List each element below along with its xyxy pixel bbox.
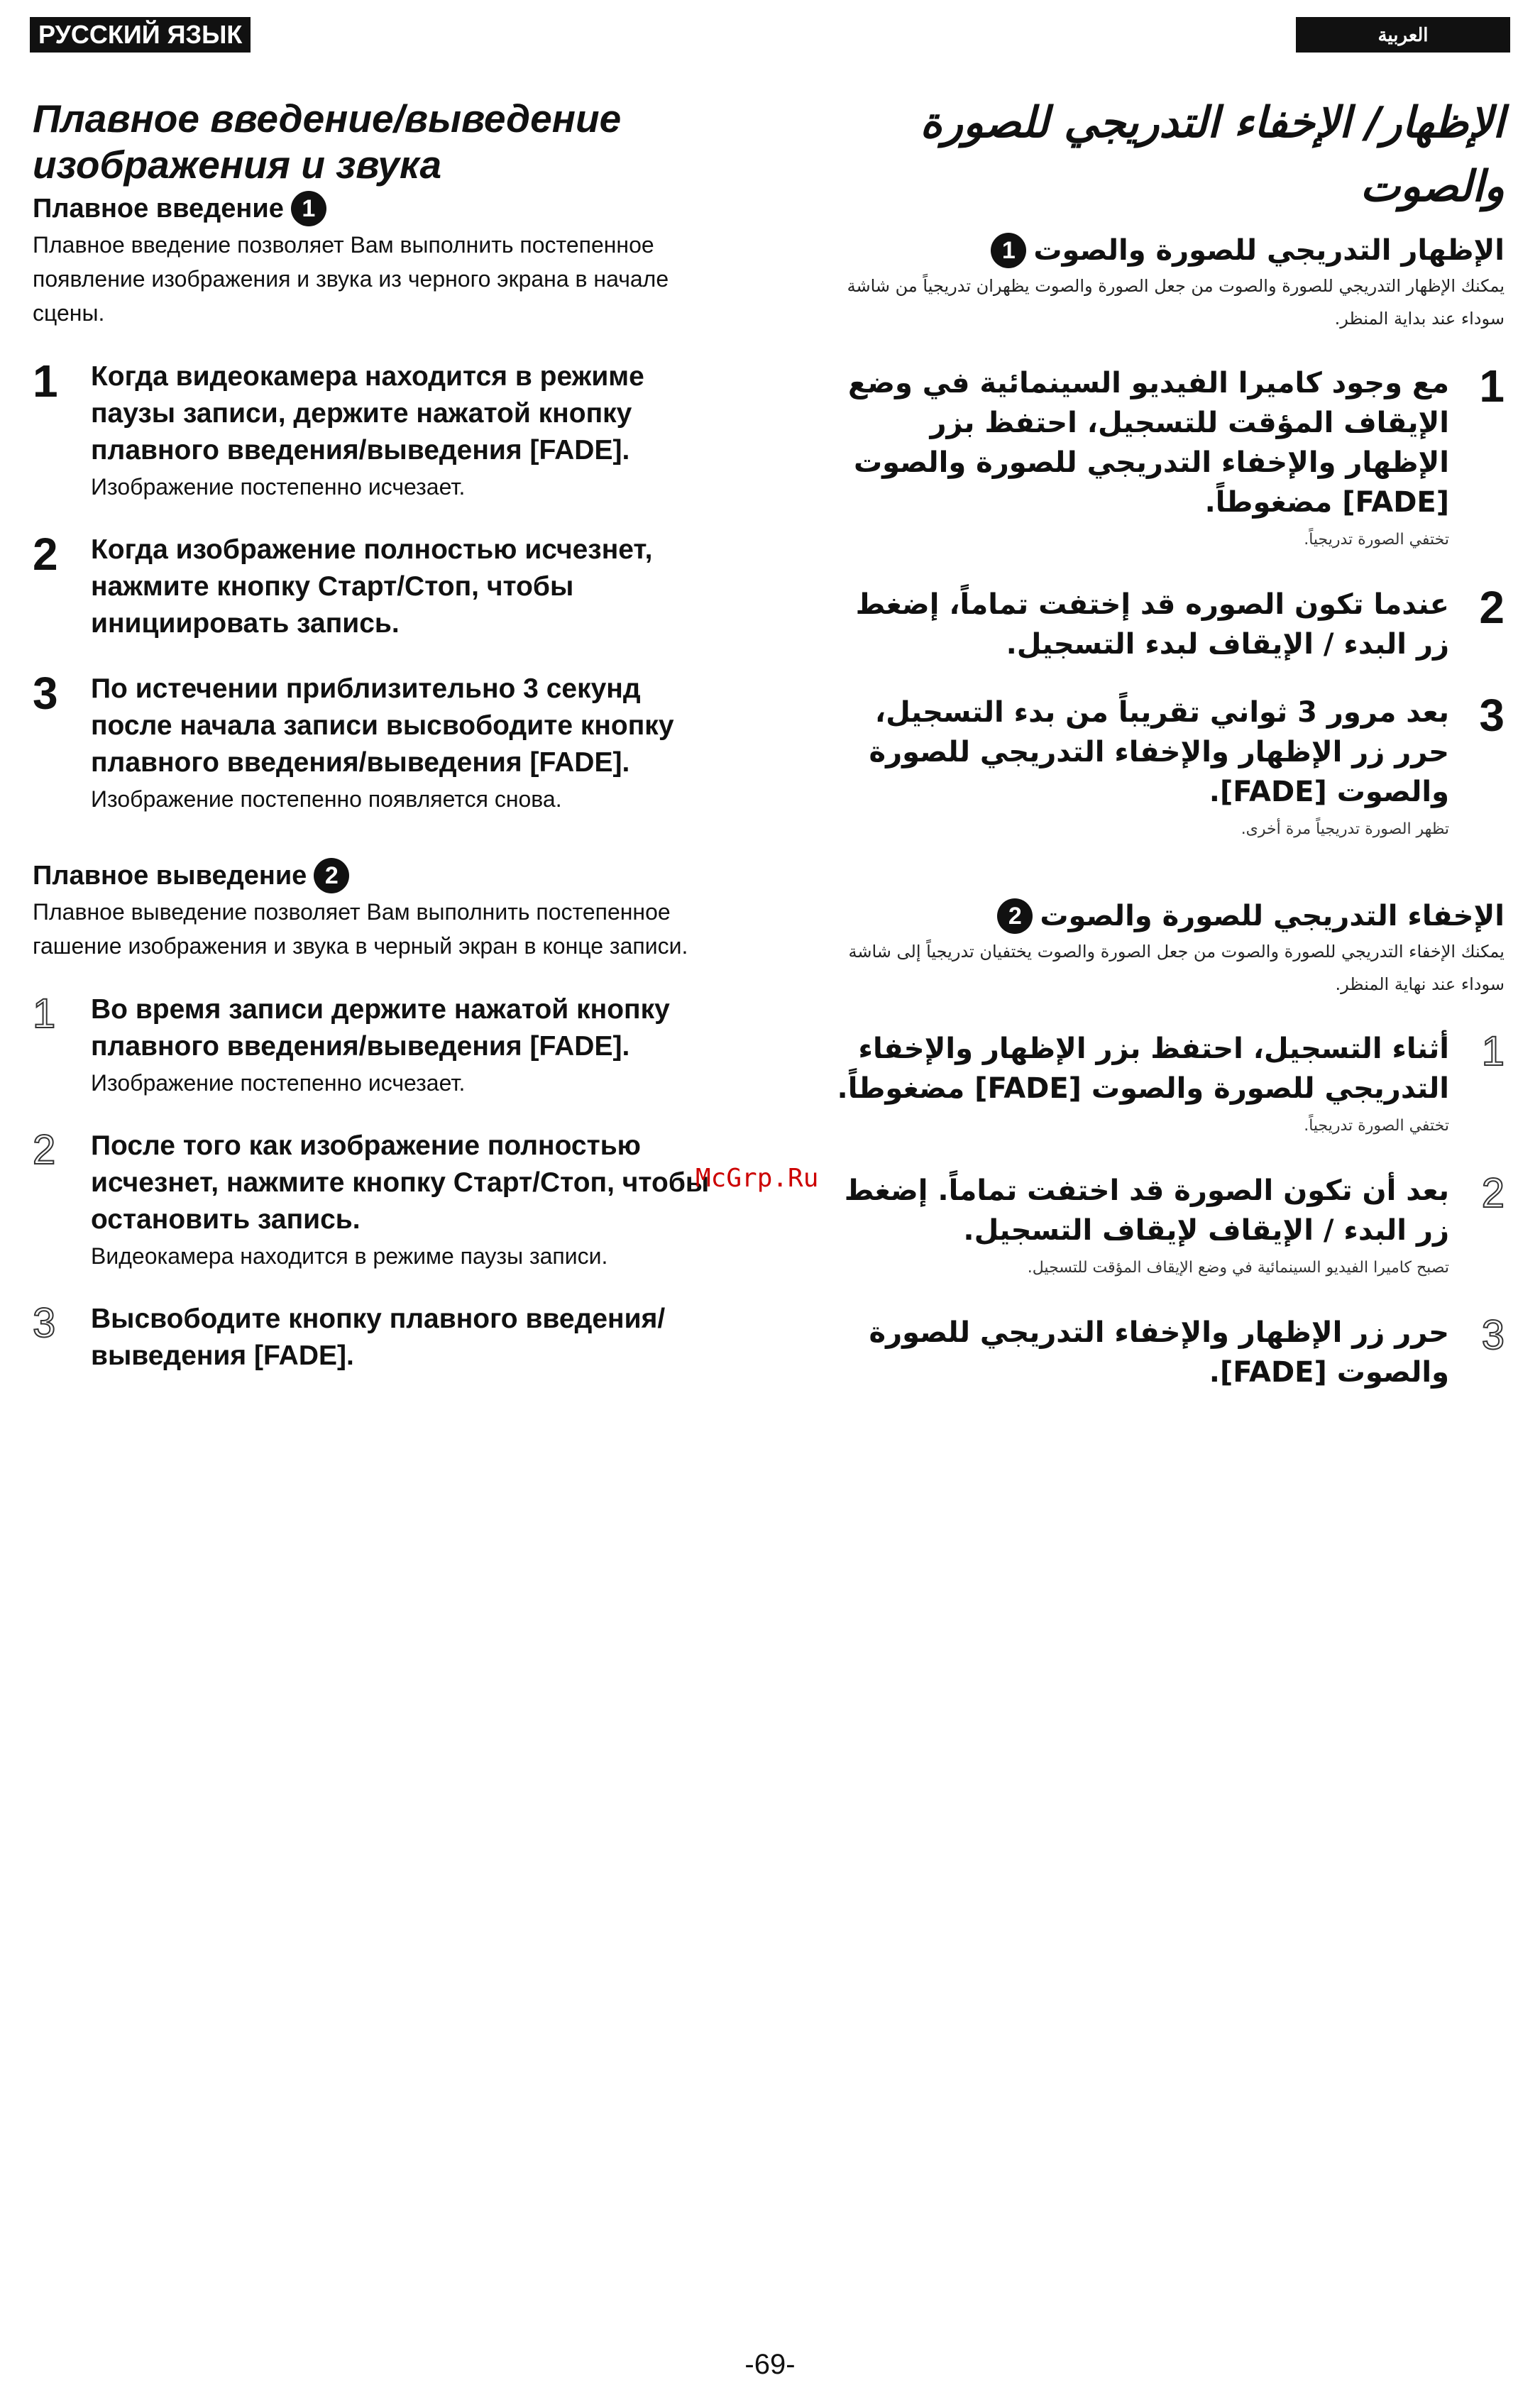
section-heading-label: الإخفاء التدريجي للصورة والصوت bbox=[1040, 900, 1505, 932]
step-instruction: Высвободите кнопку плавного введения/выведения [FADE]. bbox=[91, 1304, 666, 1371]
page-title-ar: الإظهار/ الإخفاء التدريجي للصورة والصوت bbox=[920, 98, 1505, 211]
step-number: 2 bbox=[1481, 1170, 1505, 1216]
step-item bbox=[33, 1301, 714, 1375]
step-instruction: بعد أن تكون الصورة قد اختفت تماماً. إضغط زر البدء / الإيقاف لإيقاف التسجيل. bbox=[844, 1174, 1449, 1247]
step-instruction: Во время записи держите нажатой кнопку плавного введения/выведения [FADE]. bbox=[91, 994, 670, 1062]
step-item bbox=[823, 1313, 1505, 1392]
section-heading-label: Плавное выведение bbox=[33, 861, 307, 891]
page-number: -69- bbox=[744, 2349, 796, 2380]
step-item bbox=[33, 991, 714, 1099]
arabic-column bbox=[823, 91, 1505, 1392]
section-intro: يمكنك الإظهار التدريجي للصورة والصوت من جعل الصورة والصوت يظهران تدريجياً من شاشة سوداء عند بداية المنظر. bbox=[847, 276, 1505, 329]
step-note: Изображение постепенно появляется снова. bbox=[91, 786, 562, 812]
step-item bbox=[823, 690, 1505, 846]
fade-in-section-ru bbox=[33, 191, 714, 815]
number-badge-icon: 1 bbox=[291, 191, 326, 226]
step-number: 3 bbox=[33, 668, 58, 719]
page-title-ru: Плавное введение/выведение изображения и звука bbox=[33, 97, 622, 187]
section-intro: يمكنك الإخفاء التدريجي للصورة والصوت من جعل الصورة والصوت يختفيان تدريجياً إلى شاشة سوداء عند نهاية المنظر. bbox=[848, 942, 1505, 994]
step-item bbox=[33, 358, 714, 503]
step-number: 1 bbox=[33, 356, 58, 407]
step-item bbox=[33, 1128, 714, 1272]
step-number: 2 bbox=[1479, 582, 1505, 633]
section-heading-label: الإظهار التدريجي للصورة والصوت bbox=[1033, 234, 1505, 267]
step-number: 3 bbox=[33, 1300, 56, 1346]
step-item bbox=[823, 1029, 1505, 1142]
step-instruction: بعد مرور 3 ثواني تقريباً من بدء التسجيل، حرر زر الإظهار والإخفاء التدريجي للصورة والصوت [FADE]. bbox=[869, 696, 1449, 808]
fade-in-section-ar bbox=[823, 233, 1505, 846]
step-number: 3 bbox=[1479, 690, 1505, 741]
step-instruction: حرر زر الإظهار والإخفاء التدريجي للصورة والصوت [FADE]. bbox=[869, 1316, 1449, 1389]
step-item bbox=[33, 529, 714, 642]
section-heading-label: Плавное введение bbox=[33, 194, 284, 224]
step-item bbox=[823, 582, 1505, 664]
step-note: تظهر الصورة تدريجياً مرة أخرى. bbox=[1241, 820, 1449, 838]
step-instruction: مع وجود كاميرا الفيديو السينمائية في وضع الإيقاف المؤقت للتسجيل، احتفظ بزر الإظهار والإخفاء التدريجي للصورة والصوت [FADE] مضغوطاً. bbox=[848, 367, 1449, 519]
step-instruction: Когда видеокамера находится в режиме паузы записи, держите нажатой кнопку плавного введения/выведения [FADE]. bbox=[91, 361, 644, 466]
number-badge-icon: 2 bbox=[997, 898, 1033, 934]
step-instruction: Когда изображение полностью исчезнет, нажмите кнопку Старт/Стоп, чтобы инициировать запись. bbox=[91, 534, 653, 639]
step-note: Изображение постепенно исчезает. bbox=[91, 1070, 466, 1096]
step-instruction: عندما تكون الصوره قد إختفت تماماً، إضغط زر البدء / الإيقاف لبدء التسجيل. bbox=[855, 588, 1449, 661]
step-number: 2 bbox=[33, 1127, 56, 1173]
step-number: 3 bbox=[1481, 1312, 1505, 1358]
watermark: McGrp.Ru bbox=[695, 1164, 819, 1193]
step-instruction: أثناء التسجيل، احتفظ بزر الإظهار والإخفاء التدريجي للصورة والصوت [FADE] مضغوطاً. bbox=[837, 1032, 1449, 1105]
step-item bbox=[823, 360, 1505, 556]
section-intro: Плавное выведение позволяет Вам выполнить постепенное гашение изображения и звука в черный экран в конце записи. bbox=[33, 899, 688, 959]
russian-column bbox=[33, 96, 714, 1375]
step-number: 1 bbox=[1481, 1028, 1505, 1074]
step-item bbox=[33, 668, 714, 815]
step-item bbox=[823, 1171, 1505, 1284]
number-badge-icon: 2 bbox=[314, 858, 349, 893]
step-number: 1 bbox=[1479, 360, 1505, 412]
number-badge-icon: 1 bbox=[991, 233, 1026, 268]
step-instruction: После того как изображение полностью исчезнет, нажмите кнопку Старт/Стоп, чтобы остановить запись. bbox=[91, 1130, 710, 1235]
step-number: 1 bbox=[33, 991, 56, 1037]
language-tag-russian: РУССКИЙ ЯЗЫК bbox=[30, 17, 251, 53]
step-note: تختفي الصورة تدريجياً. bbox=[1304, 1117, 1449, 1135]
section-heading bbox=[823, 233, 1505, 268]
step-note: Изображение постепенно исчезает. bbox=[91, 474, 466, 500]
language-tag-arabic: العربية bbox=[1296, 17, 1510, 53]
step-number: 2 bbox=[33, 529, 58, 580]
section-intro: Плавное введение позволяет Вам выполнить постепенное появление изображения и звука из черного экрана в начале сцены. bbox=[33, 232, 669, 326]
section-heading bbox=[823, 898, 1505, 934]
section-heading bbox=[33, 191, 714, 226]
step-note: تصبح كاميرا الفيديو السينمائية في وضع الإيقاف المؤقت للتسجيل. bbox=[1027, 1259, 1449, 1277]
step-note: Видеокамера находится в режиме паузы записи. bbox=[91, 1243, 608, 1269]
fade-out-section-ru bbox=[33, 858, 714, 1375]
fade-out-section-ar bbox=[823, 898, 1505, 1392]
step-instruction: По истечении приблизительно 3 секунд после начала записи высвободите кнопку плавного введения/выведения [FADE]. bbox=[91, 673, 674, 778]
step-note: تختفي الصورة تدريجياً. bbox=[1304, 531, 1449, 549]
section-heading bbox=[33, 858, 714, 893]
